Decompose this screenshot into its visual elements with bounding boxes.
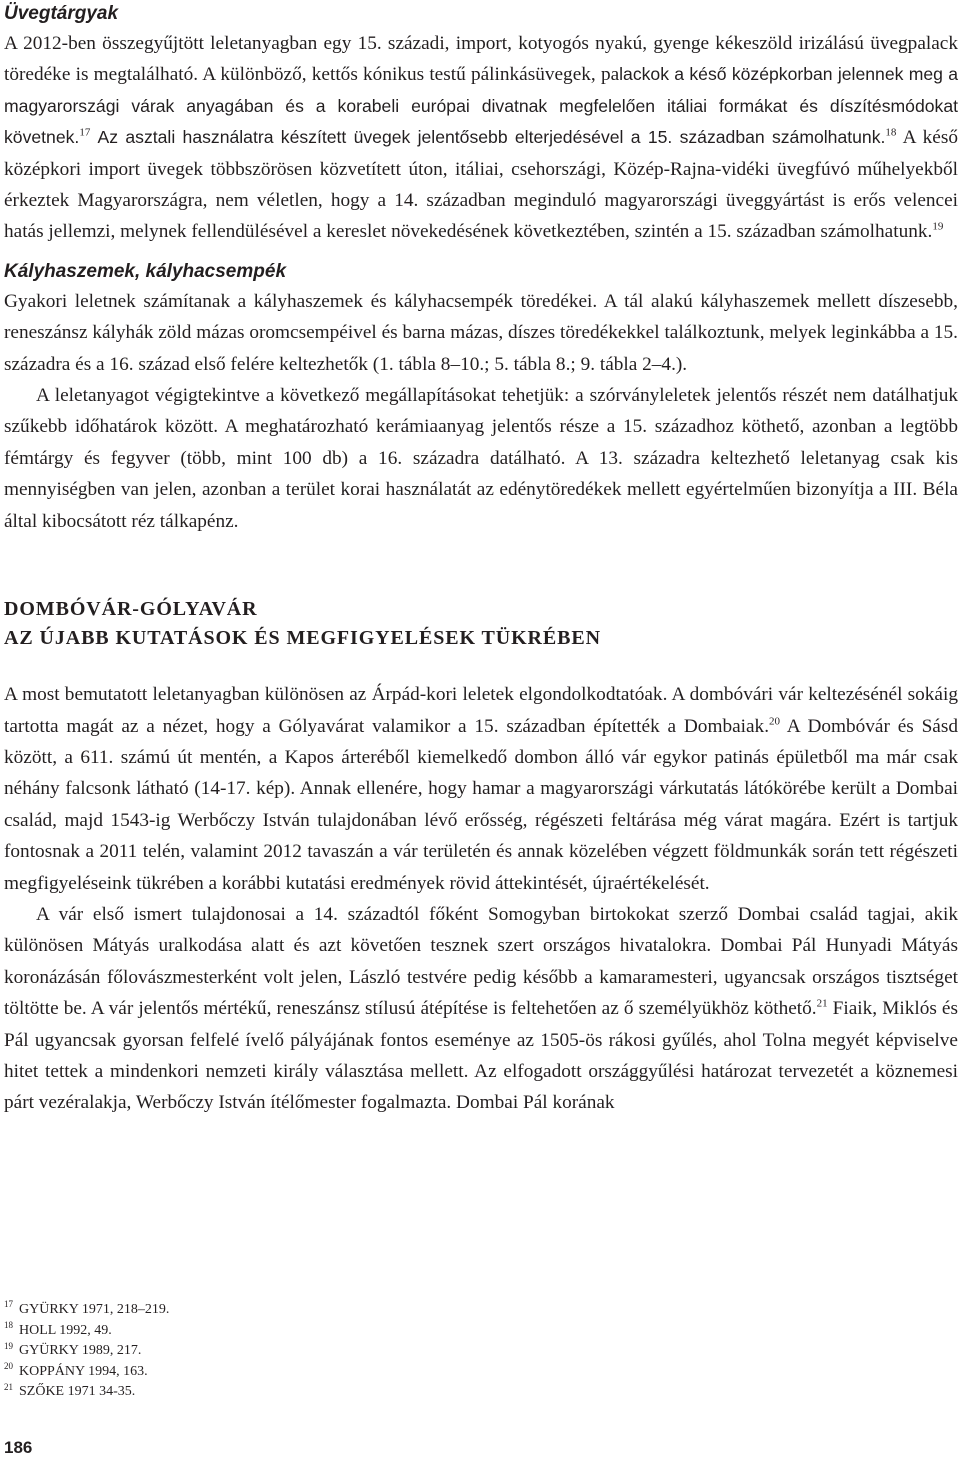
dombovar-text-d: Fiaik, Miklós és Pál ugyancsak gyorsan felfelé ívelő pályájának fontos eseménye az 1505-ös rákosi gyűlés, ahol Tolna megyét képviselve hitet tettek a mindenkori nemzeti király választása mellett. Az elfogadott országgyűlési határozat tervezetét a köznemesi párt vezéralakja, Werbőczy István ítélőmester fogalmazta. Dombai Pál korának — [4, 998, 958, 1114]
footnote-ref-21[interactable]: 21 — [816, 997, 828, 1010]
footnote-21: $^{21}$ SZŐKE 1971 34-35. — [4, 1381, 136, 1400]
glass-text-d: A késő középkori import üvegek többszörösen közvetített úton, itáliai, csehországi, Közép-Rajna-vidéki üvegfúvó műhelyekből érkeztek Magyarországra, nem véletlen, hogy a 14. században meginduló magyarországi üveggyártást is erős velencei hatás jellemzi, melynek fellendülésével a kereslet növekedésének következtében, szintén a 15. században számolhatunk. — [4, 127, 959, 243]
paragraph-glass — [4, 28, 958, 248]
dombovar-text-b: A Dombóvár és Sásd között, a 611. számú út mentén, a Kapos árteréből kiemelkedő dombon álló vár egykor patinás épületből ma már csak néhány falcsonk látható (14-17. kép). Annak ellenére, hogy hamar a magyarországi várkutatás látókörébe került a Dombai család, majd 1543-ig Werbőczy István tulajdonában lévő erősség, régészeti feltárása még várat magára. Ezért is tartjuk fontosnak a 2011 telén, valamint 2012 tavaszán a vár területén és annak közelében végzett földmunkák során tett régészeti megfigyeléseink tükrében a korábbi kutatási eredmények rövid áttekintését, újraértékelését. — [4, 715, 959, 894]
paragraph-stove-2: A leletanyagot végigtekintve a következő megállapításokat tehetjük: a szórványleletek jelentős részét nem datálhatjuk szűkebb időhatárok között. A meghatározható kerámiaanyag jelentős része a 15. századhoz köthető, azonban a legtöbb fémtárgy és fegyver (több, mint 100 db) a 16. századra datálható. A 13. századra keltezhető leletanyag csak kis mennyiségben van jelen, azonban a terület korai használatát az edénytöredékek mellett egyértelműen bizonyítja a III. Béla által kibocsátott réz tálkapénz. — [4, 385, 958, 532]
footnote-ref-20[interactable]: 20 — [769, 715, 781, 728]
page-number: 186 — [4, 1438, 33, 1457]
footnote-ref-18[interactable]: 18 — [885, 126, 897, 139]
glass-text-c: Az asztali használatra készített üvegek jelentősebb elterjedésével a 15. században számolhatunk. — [97, 127, 886, 148]
footnote-20: $^{20}$ KOPPÁNY 1994, 163. — [4, 1361, 148, 1379]
footnote-18: $^{18}$ HOLL 1992, 49. — [4, 1319, 112, 1338]
footnotes — [4, 1300, 169, 1403]
paragraph-dombovar-1 — [4, 679, 958, 899]
footnote-ref-19[interactable]: 19 — [932, 221, 944, 234]
section-heading-glass: Üvegtárgyak — [4, 3, 119, 24]
chapter-title — [4, 595, 958, 653]
glass-text-a: A 2012-ben összegyűjtött leletanyagban egy 15. századi, import, kotyogós nyakú, gyenge kékeszöld irizálású üvegpalack töredéke is megtalálható. A különböző, kettős kónikus testű pálinkásüvegek, pa — [4, 33, 958, 86]
dombovar-text-a: A most bemutatott leletanyagban különösen az Árpád-kori leletek elgondolkodtatóak. A dombóvári vár keltezésénél sokáig tartotta magát az a nézet, hogy a Gólyavárat valamikor a 15. században építették a Dombaiak. — [4, 684, 958, 737]
chapter-title-line-2: AZ ÚJABB KUTATÁSOK ÉS MEGFIGYELÉSEK TÜKRÉBEN — [4, 627, 601, 650]
chapter-title-line-1: DOMBÓVÁR-GÓLYAVÁR — [4, 598, 258, 621]
spacer — [4, 537, 958, 595]
page-content — [4, 0, 958, 1119]
glass-text-b: lackok a késő középkorban jelennek meg a magyarországi várak anyagában és a korabeli európai divatnak megfelelően itáliai formákat és díszítésmódokat követnek. — [4, 64, 958, 148]
spacer — [4, 653, 958, 679]
paragraph-stove-1: Gyakori leletnek számítanak a kályhaszemek és kályhacsempék töredékei. A tál alakú kályhaszemek mellett díszesebb, reneszánsz kályhák zöld mázas oromcsempéivel és barna mázas, díszes töredékekkel találkoztunk, melyek leginkábba a 15. századra és a 16. század első felére keltezhetők (1. tábla 8–10.; 5. tábla 8.; 9. tábla 2–4.). — [4, 290, 958, 375]
dombovar-text-c: A vár első ismert tulajdonosai a 14. századtól főként Somogyban birtokokat szerző Dombai család tagjai, akik különösen Mátyás uralkodása alatt és azt követően tesznek szert országos hivatalokra. Dombai Pál Hunyadi Mátyás koronázásán főlovászmesterként volt jelen, László testvére pedig később a kamaramesteri, ugyancsak országos tisztséget töltötte be. A vár jelentős mértékű, reneszánsz stílusú átépítése is feltehetően az ő személyükhöz köthető. — [4, 903, 958, 1020]
footnote-17: $^{17}$ GYÜRKY 1971, 218–219. — [4, 1299, 170, 1317]
section-heading-stove: Kályhaszemek, kályhacsempék — [4, 260, 287, 282]
footnote-ref-17[interactable]: 17 — [79, 126, 91, 139]
paragraph-dombovar-2 — [4, 899, 958, 1119]
footnote-19: $^{19}$ GYÜRKY 1989, 217. — [4, 1340, 142, 1359]
spacer — [4, 248, 958, 258]
